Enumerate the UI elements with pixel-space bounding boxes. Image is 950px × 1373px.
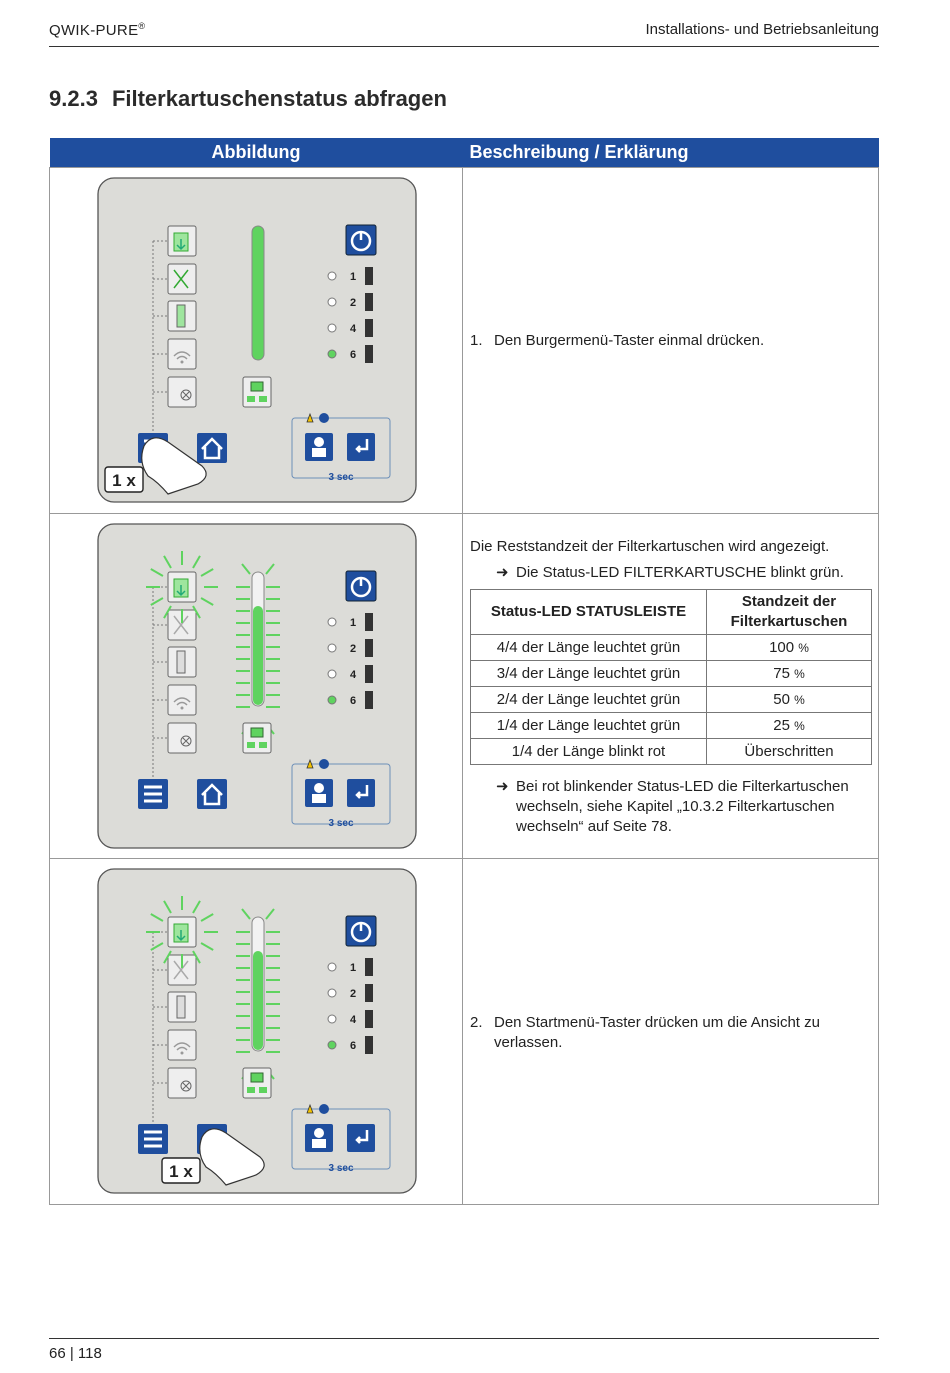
press-count-label: 1 x <box>112 471 136 490</box>
status-row: 3/4 der Länge leuchtet grün 75 % <box>471 661 872 687</box>
wifi-icon <box>168 1030 196 1060</box>
svg-text:2: 2 <box>350 643 357 655</box>
status-row: 1/4 der Länge blinkt rot Überschritten <box>471 739 872 765</box>
product-name: QWIK-PURE® <box>49 21 146 39</box>
status-bar <box>252 226 264 360</box>
info-icon <box>319 1104 329 1114</box>
info-icon <box>319 413 329 423</box>
press-count-label: 1 x <box>169 1162 193 1181</box>
status-head-1: Status-LED STATUSLEISTE <box>471 590 707 635</box>
step-1: 1. Den Burgermenü-Taster einmal drücken. <box>470 332 765 349</box>
wifi-icon <box>168 339 196 369</box>
hold-time-label: 3 sec <box>328 472 354 483</box>
status-bar-fill <box>253 951 263 1050</box>
arrow-icon: ➜ <box>496 778 509 795</box>
svg-text:1: 1 <box>350 617 357 629</box>
desc-cell-3 <box>463 859 879 1205</box>
page-footer <box>49 1338 879 1362</box>
svg-text:6: 6 <box>350 349 357 361</box>
col-header-desc: Beschreibung / Erklärung <box>463 138 879 168</box>
valve-icon <box>168 264 196 294</box>
col-header-image: Abbildung <box>50 138 463 168</box>
arrow-note-1: ➜ Die Status-LED FILTERKARTUSCHE blinkt grün. <box>496 564 844 581</box>
panel-illustration <box>50 514 464 860</box>
step-2: 2. Den Startmenü-Taster drücken um die Ansicht zu verlassen. <box>470 1014 820 1051</box>
svg-text:4: 4 <box>350 323 357 335</box>
arrow-icon: ➜ <box>496 564 509 581</box>
svg-text:6: 6 <box>350 1040 357 1052</box>
panel-cell-2 <box>50 514 463 859</box>
svg-text:4: 4 <box>350 1014 357 1026</box>
status-row: 1/4 der Länge leuchtet grün 25 % <box>471 713 872 739</box>
return-button[interactable] <box>347 1124 375 1152</box>
intro-text: Die Reststandzeit der Filterkartuschen wird angezeigt. <box>470 538 830 555</box>
return-button[interactable] <box>347 779 375 807</box>
instruction-table <box>49 138 879 1205</box>
svg-text:6: 6 <box>350 695 357 707</box>
svg-text:2: 2 <box>350 297 357 309</box>
page-header <box>49 18 879 47</box>
status-head-2: Standzeit der Filterkartuschen <box>707 590 872 635</box>
info-icon <box>319 759 329 769</box>
section-title: 9.2.3 Filterkartuschenstatus abfragen <box>49 86 447 111</box>
svg-text:2: 2 <box>350 988 357 1000</box>
svg-text:4: 4 <box>350 669 357 681</box>
arrow-note-2: ➜ Bei rot blinkender Status-LED die Filterkartuschen wechseln, siehe Kapitel „10.3.2 Filterkartuschen wechseln“ auf Seite 78. <box>496 778 849 835</box>
wifi-icon <box>168 685 196 715</box>
panel-illustration <box>50 168 464 514</box>
desc-cell-2 <box>463 514 879 859</box>
svg-text:1: 1 <box>350 962 357 974</box>
status-row: 2/4 der Länge leuchtet grün 50 % <box>471 687 872 713</box>
status-row: 4/4 der Länge leuchtet grün 100 % <box>471 635 872 661</box>
hold-time-label: 3 sec <box>328 818 354 829</box>
panel-cell-1 <box>50 168 463 514</box>
panel-illustration <box>50 859 464 1205</box>
page-number: 66 | 118 <box>49 1345 102 1362</box>
desc-cell-1 <box>463 168 879 514</box>
status-table <box>470 589 872 765</box>
hold-time-label: 3 sec <box>328 1163 354 1174</box>
return-button[interactable] <box>347 433 375 461</box>
status-bar-fill <box>253 606 263 705</box>
panel-cell-3 <box>50 859 463 1205</box>
doc-title: Installations- und Betriebsanleitung <box>645 21 879 38</box>
svg-text:1: 1 <box>350 271 357 283</box>
